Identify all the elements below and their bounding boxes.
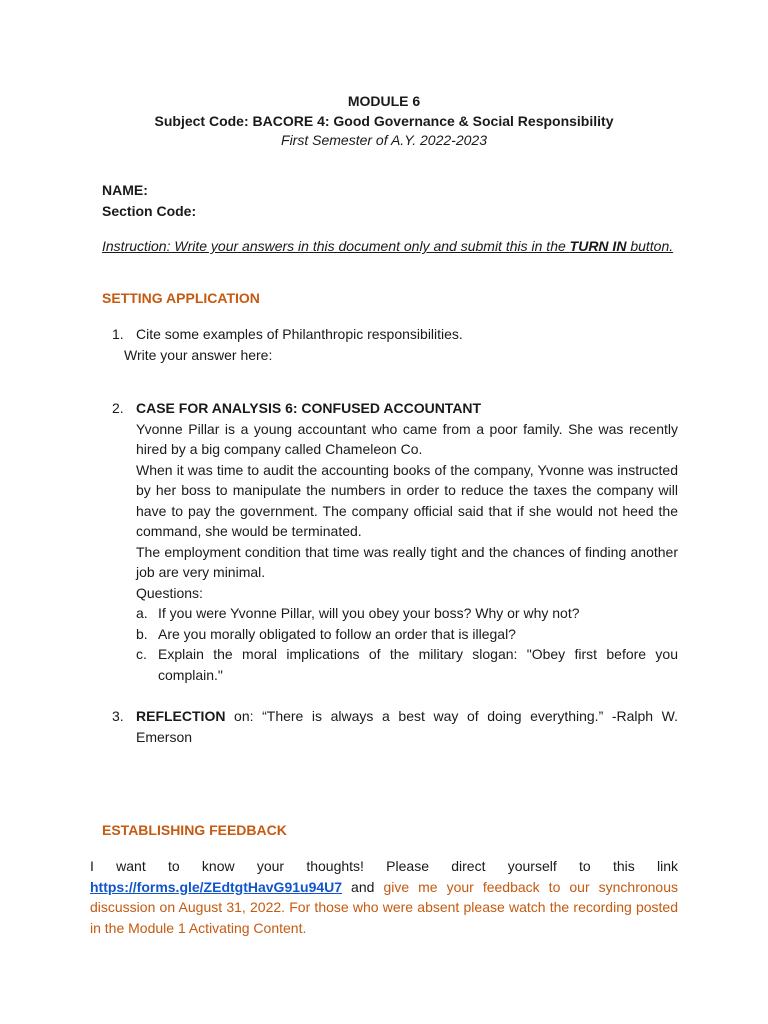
reflection-text: on: “There is always a best way of doing everything.” -Ralph W. Emerson — [136, 708, 678, 745]
feedback-form-link[interactable]: https://forms.gle/ZEdtgtHavG91u94U7 — [90, 878, 343, 895]
list-item-text: If you were Yvonne Pillar, will you obey your boss? Why or why not? — [158, 605, 580, 621]
reflection-label: REFLECTION — [136, 708, 226, 724]
list-item-letter: a. — [136, 605, 148, 621]
establishing-feedback-heading: ESTABLISHING FEEDBACK — [102, 822, 287, 838]
question-2-number: 2. — [112, 400, 124, 416]
module-title: MODULE 6 — [347, 93, 421, 109]
instruction-text: Instruction: Write your answers in this document only and submit this in the — [102, 238, 570, 254]
list-item-letter: c. — [136, 646, 147, 662]
list-item-text: Explain the moral implications of the military slogan: "Obey first before you complain." — [158, 646, 678, 683]
case-title: CASE FOR ANALYSIS 6: CONFUSED ACCOUNTANT — [136, 400, 482, 416]
reflection-body — [136, 706, 678, 747]
case-paragraph: When it was time to audit the accounting books of the company, Yvonne was instructed by her boss to manipulate the numbers in order to reduce the taxes the company will have to pay the government. The company official said that if she would not heed the command, she would be terminated. — [136, 461, 678, 539]
question-1 — [102, 324, 678, 363]
instruction — [102, 236, 678, 257]
setting-application-heading: SETTING APPLICATION — [102, 290, 260, 306]
list-item-text: Are you morally obligated to follow an order that is illegal? — [158, 625, 516, 642]
student-fields — [102, 180, 678, 221]
case-paragraph: The employment condition that time was really tight and the chances of finding another job are very minimal. — [136, 543, 678, 580]
document-header — [0, 92, 768, 151]
list-item — [136, 644, 678, 685]
question-1-text: Cite some examples of Philanthropic responsibilities. — [136, 326, 463, 342]
semester: First Semester of A.Y. 2022-2023 — [281, 132, 487, 148]
name-label: NAME: — [102, 182, 148, 198]
feedback-request: give me your feedback to our synchronous discussion on August 31, 2022. For those who were absent please watch the recording posted in the Module 1 Activating Content. — [90, 878, 678, 936]
list-item-letter: b. — [136, 625, 148, 642]
list-item — [136, 624, 678, 645]
case-questions — [136, 603, 678, 685]
question-3-number: 3. — [112, 708, 124, 724]
subject-code: Subject Code: BACORE 4: Good Governance & Social Responsibility — [154, 112, 614, 129]
instruction-end: button. — [626, 238, 674, 254]
question-1-number: 1. — [112, 326, 124, 342]
feedback-intro: I want to know your thoughts! Please direct yourself to this link — [90, 858, 678, 874]
feedback-paragraph — [90, 856, 678, 938]
case-paragraph: Yvonne Pillar is a young accountant who came from a poor family. She was recently hired by a big company called Chameleon Co. — [136, 420, 678, 457]
section-code-label: Section Code: — [102, 202, 197, 219]
answer-prompt: Write your answer here: — [124, 347, 273, 363]
feedback-and: and — [342, 878, 384, 895]
questions-label: Questions: — [136, 584, 203, 601]
turn-in-text: TURN IN — [569, 238, 627, 254]
list-item — [136, 603, 678, 624]
case-analysis-body — [136, 398, 678, 685]
